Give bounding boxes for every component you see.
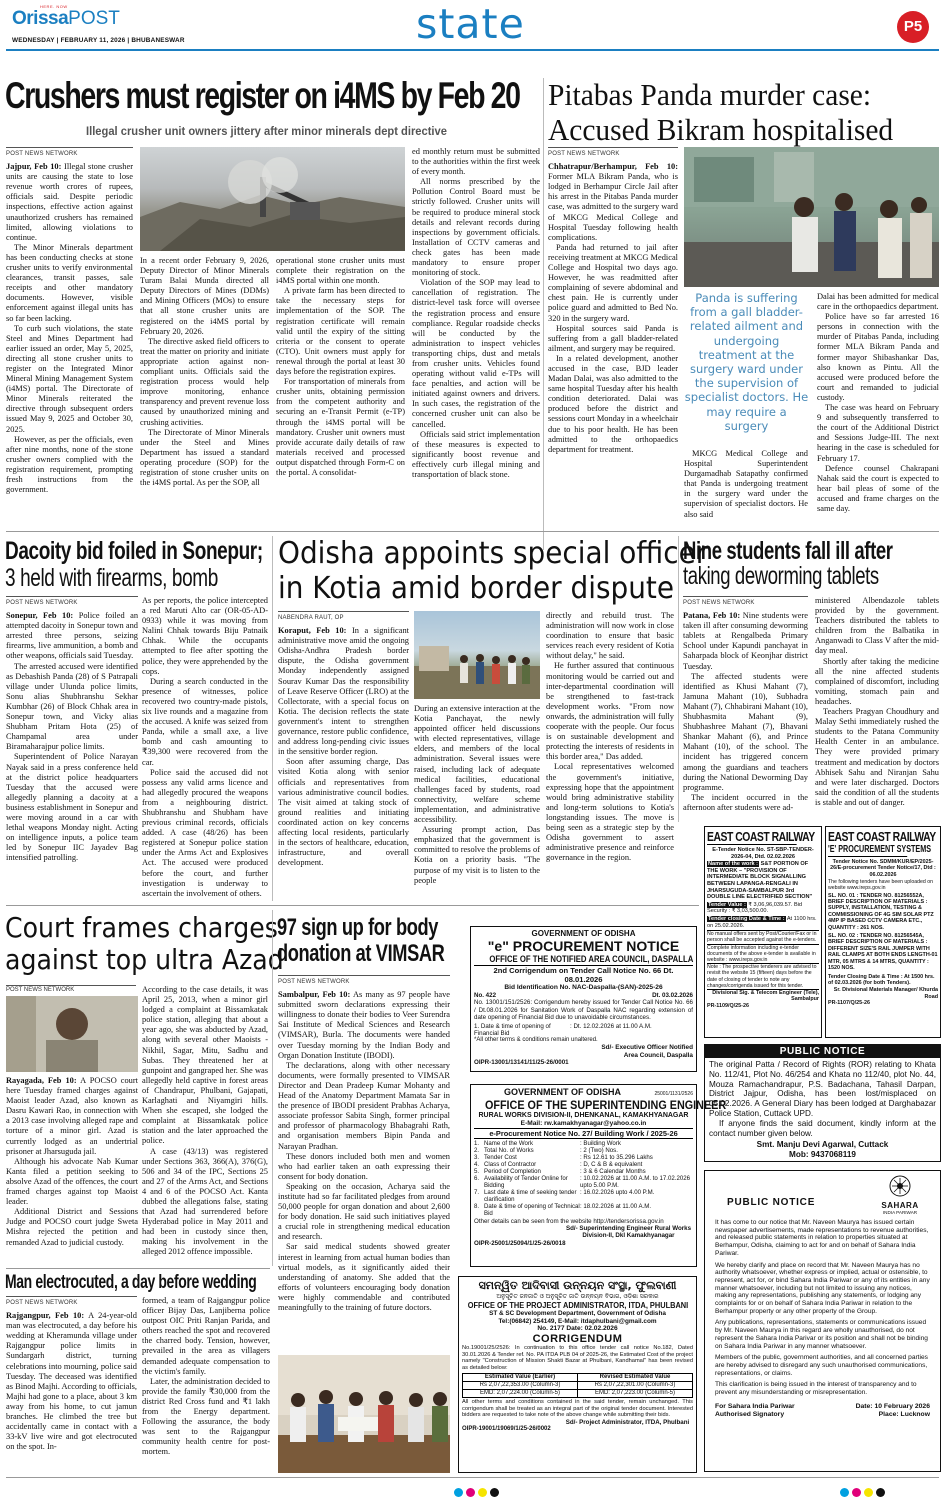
ad-value: S&T PORTION OF THE WORK – "PROVISION OF INTERMEDIATE BLOCK SIGNALLING BETWEEN LAPANGA-RENGALI IN JHARSUGUDA-SAMBALPUR 3rd DOUBLE LINE ELECTRIFIED SECTION" [707, 861, 813, 901]
registration-mark-black [876, 1488, 885, 1497]
paragraph: Police said the accused did not possess any valid arms licence and had allegedly procured the weapons from a neighbouring district. Shubhranshu and Shubham have previous criminal records, officials added. A case (48/26) has been registered at Sonepur police station under the Arms Act and Explosives Act. The accused were produced before the court, and further investigation is underway to ascertain the involvement of others. [142, 767, 268, 898]
story-dacoity-headline-line2: 3 held with firearms, bomb [5, 564, 218, 592]
ad-title: "e" PROCUREMENT NOTICE [487, 938, 680, 954]
story-dacoity-col1 [6, 596, 138, 900]
ad-gov: GOVERNMENT OF ODISHA [531, 929, 636, 938]
ad-sign-line: Authorised Signatory [715, 1411, 785, 1419]
dateline: Chhatrapur/Berhampur, Feb 10: [548, 162, 678, 172]
paragraph: These donors included both men and women who had earlier taken an oath expressing their consent for body donation. [278, 1151, 450, 1181]
ad-title-odia: ସମନ୍ୱିତ ଆଦିବାସୀ ଉନ୍ନୟନ ସଂସ୍ଥା, ଫୁଲବାଣୀ [478, 1279, 677, 1292]
story-panda-col3 [817, 292, 939, 551]
paragraph: As many as 97 people have submitted sworn declarations expressing their willingness to donate their bodies to Veer Surendra Sai Institute of Medical Sciences and Research (VIMSAR), Burla. The documents were handed over Tuesday morning by the Indian Body and Organ Donation Institute (IBODI). [278, 990, 450, 1060]
ad-body2: If anyone finds the said document, kindly inform at the contact number given below. [709, 1118, 936, 1138]
story-electrocuted-col2 [142, 1296, 270, 1474]
ad-tender-desc: BRIEF DESCRIPTION OF MATERIALS : SUPPLY, INSTALLATION, TESTING & COMMISSIONING OF 4G SIM SOLAR PTZ 4MP IP BASED CCTV CAMERA ETC., QUANTITY : 261 NOS. [828, 899, 934, 931]
ad-mobile: Mob: 9437068119 [789, 1150, 856, 1160]
ad-row [474, 1154, 693, 1161]
paragraph: directly and rebuild trust. The administration will now work in close coordination to ensure that basic services reach every resident of Kotia without delay," he said. [546, 611, 674, 661]
pull-quote-text: Panda is suffering from a gall bladder-related ailment and undergoing treatment at the surgery ward under the supervision of specialist doctors. He may require a surgery [684, 291, 809, 433]
ad-no: No. 2177 Date: 02.02.2026 [537, 1325, 618, 1333]
story-crushers-col2 [140, 256, 269, 551]
paragraph: Superintendent of Police Narayan Nayak said in a press conference held at the district police headquarters Tuesday that the accused were allegedly planning a dacoity at a business establishment in Sonepur and were moving around in a car with lethal weapons Monday night. Acting on intelligence inputs, a police team led by Sonepur IIC Jayadev Bag intensified patrolling. [6, 752, 138, 863]
ad-row-n: 3. [474, 1154, 480, 1161]
ad-signatory: Sd/- Project Administrator, ITDA, Phulbani [565, 1418, 690, 1426]
paragraph: Although his advocate Nab Kumar Kanta filed a petition seeking to absolve Azad of the offences, the court framed charges against top Maoist leader. [6, 1156, 138, 1207]
story-crushers-subhead: Illegal crusher unit owners jittery after minor minerals dept directive [86, 124, 447, 138]
ad-row-value: : Rs 12.61 to 35.296 Lakhs [580, 1154, 653, 1161]
sahara-logo-sub: INDIA PARIWAR [882, 1210, 918, 1215]
story-crushers-col1 [6, 147, 133, 551]
byline: POST NEWS NETWORK [6, 1296, 137, 1308]
paragraph: The case was heard on February 9 and subsequently transferred to the court of the Additional District and Sessions Judge-III. The next hearing in the case is scheduled for February 17. [817, 403, 939, 463]
ad-subtitle: 'E' PROCUREMENT SYSTEMS [828, 844, 932, 855]
ad-row-n: 1. [474, 1140, 480, 1147]
paragraph: It has come to our notice that Mr. Naveen Maurya has issued certain newspaper advertisements, made representations to revenue authorities, and released public statements in relation to properties situated at Berhampur, Odisha, claiming to act for and on behalf of Sahara India Pariwar. [715, 1219, 929, 1257]
story-electrocuted-col1 [6, 1296, 137, 1474]
ad-signatory: Divisional Sig. & Telecom Engineer (Tele), Sambalpur [707, 989, 819, 1003]
paragraph: For transportation of minerals from crusher units, obtaining permission from the competent authority and securing an e-Transit Permit (e-TP) through the i4MS portal will be mandatory. Crusher unit owners must provide accurate daily details of raw materials received and processed output dispatched through Form-C on the portal. A consolidat- [276, 377, 405, 477]
paragraph: The affected students were identified as Khusi Mahant (7), Jamuna Mahant (10), Subhadra Mahant (7), Chhabirani Mahant (10), Shubhasmita Mahant (9), Shubhashree Mahant (7), Bhavani Shankar Mahant (6), and Prince Mahant (10), of the school. The incident has triggered concern among the guardians and teachers during the National Deworming Day programme. [683, 671, 808, 792]
ad-bid: Bid Identification No. NAC-Daspalla-(SAN)-2025-26 [504, 984, 663, 991]
paragraph: Defence counsel Chakrapani Nahak said the court is expected to hear bail pleas of some of the accused and frame charges on the same day. [817, 463, 939, 513]
story-azad-headline-line1: Court frames charges [5, 911, 278, 944]
ad-sahara-notice [704, 1170, 941, 1472]
logo-text-post: POST [68, 8, 120, 29]
paragraph: The Directorate of Minor Minerals under the Steel and Mines Department has issued a standard operating procedure (SOP) for the registration of stone crusher units on the i4MS portal. As per the SOP, all [140, 427, 269, 488]
pull-quote [684, 291, 809, 437]
ad-row-label: Date & time of opening of Technical Bid [484, 1203, 580, 1217]
kotia-visit-photo [414, 611, 540, 699]
paragraph: Panda had returned to jail after receiving treatment at MKCG Medical College and Hospital two days ago. However, he was readmitted after complaining of severe abdominal and chest pain. He is currently under police guard and admitted to Bed No. 320 in the surgery ward. [548, 242, 678, 323]
ad-body: No. 13001/151/2526: Corrigendum hereby issued for Tender Call Notice No. 66 / Dt.08.01.2026 for Sanitation Work of Daspalla NAC regarding extension of date opening of Financial Bid due to unavoidable circumstances. [474, 999, 693, 1021]
ad-east-coast-railway-sambalpur [704, 826, 822, 1038]
table-row [463, 1381, 693, 1389]
ad-gov: GOVERNMENT OF ODISHA [504, 1087, 622, 1097]
ad-row-n: 8. [474, 1203, 480, 1210]
byline: POST NEWS NETWORK [278, 975, 450, 987]
ad-circle: RURAL WORKS DIVISION-II, DHENKANAL, KAMAKHYANAGAR [478, 1112, 689, 1120]
paragraph: Former MLA Bikram Panda, who is lodged in Berhampur Circle Jail after his arrest in the Pitabas Panda murder case, was admitted to the surgery ward of MKCG Medical College and Hospital Tuesday following health complications. [548, 172, 678, 242]
dateline: Sambalpur, Feb 10: [278, 990, 351, 1000]
paragraph: Local representatives welcomed the government's initiative, expressing hope that the appointment would bring administrative stability and long-term solutions to Kotia's longstanding issues. The move is being seen as a strategic step by the Odisha government to assert administrative presence and reinforce governance in the region. [546, 762, 674, 863]
registration-marks-left [452, 1484, 500, 1502]
byline: POST NEWS NETWORK [6, 147, 133, 159]
story-dacoity-col2 [142, 596, 268, 900]
ad-row-n: 6. [474, 1175, 480, 1182]
registration-mark-cyan [454, 1488, 463, 1497]
ad-row-n: 2. [474, 1147, 480, 1154]
crusher-photo-drawing [140, 147, 405, 251]
paragraph: Violation of the SOP may lead to cancellation of registration. The district-level task force will oversee the registration process and ensure compliance. Regular roadside checks will be conducted by the administration to inspect vehicles transporting chips, dust and metals from crusher units. Vehicles found operating without valid e-TPs will face penalties, and action will be initiated against owners and drivers. In such cases, the registration of the concerned crusher unit can also be cancelled. [412, 278, 540, 429]
byline: NABENDRA RAUT, OP [278, 611, 409, 623]
ad-row [474, 1175, 693, 1189]
section-rule [6, 531, 939, 532]
paragraph: In a recent order February 9, 2026, Deputy Director of Minor Minerals Turam Balai Munda directed all Deputy Directors of Mines (DDMs) and Mining Officers (MOs) to ensure that all stone crusher units are registered on the i4MS portal by February 20, 2026. [140, 256, 269, 336]
paragraph: MKCG Medical College and Hospital Superintendent Durgamadhab Satapathy confirmed that Panda is undergoing treatment in the surgery ward under the supervision of specialist doctors. He also said [684, 449, 808, 519]
paragraph: To curb such violations, the state Steel and Mines Department had earlier issued an order, May 5, 2025, directing all stone crusher units to register on the Integrated Minor Mineral Mining Management System (i4MS) portal. The Directorate of Minor Minerals reiterated the directive through subsequent orders issued May 9, 2025 and October 30, 2025. [6, 323, 133, 434]
ad-code: OIPR-19001/19069/1/25-26/0002 [462, 1426, 551, 1433]
ad-row-n: 4. [474, 1161, 480, 1168]
ad-date: Date: 10 February 2026 [855, 1402, 930, 1410]
dateline: Rayagada, Feb 10: [6, 1076, 77, 1085]
paragraph: operational stone crusher units must complete their registration on the i4MS portal within one month. [276, 256, 405, 286]
paragraph: In a related development, another accused in the case, BJD leader Madan Dalai, was also admitted to the same hospital Tuesday after his health condition deteriorated. Dalai was produced before the district and sessions court Monday in a wheelchair due to his poor health. He has been admitted to the orthopaedics department for treatment. [548, 353, 679, 454]
ad-row-label: Total No. of Works [484, 1147, 534, 1154]
ad-corrigendum: 2nd Corrigendum on Tender Call Notice No. 66 Dt. 08.01.2026 [474, 965, 693, 984]
story-crushers-col3 [276, 256, 405, 551]
byline: POST NEWS NETWORK [548, 147, 678, 159]
paragraph: The directive asked field officers to treat the matter on priority and initiate appropriate action against non-compliant units. Officials said the registration process would help improve monitoring, enhance transparency and prevent revenue loss caused by unauthorized mining and crushing activities. [140, 336, 269, 427]
table-cell: EMD: 2,07,223.00 (Column-5) [578, 1389, 693, 1397]
crusher-unit-photo [140, 147, 405, 251]
dateline: Sonepur, Feb 10: [6, 611, 74, 621]
ad-other: Other details can be seen from the website http://tendersorissa.gov.in [474, 1218, 664, 1225]
registration-mark-black [490, 1488, 499, 1497]
ad-row-value: : 3 & 6 Calendar Months [580, 1168, 646, 1175]
story-deworm-headline-line1: Nine students fall ill after [683, 537, 893, 565]
masthead-dateline: WEDNESDAY | FEBRUARY 11, 2026 | BHUBANESWAR [12, 37, 185, 44]
ad-row [474, 1168, 693, 1175]
azad-photo-drawing [6, 996, 138, 1072]
story-panda-headline-line2: Accused Bikram hospitalised [548, 112, 894, 147]
vimsar-donation-photo [278, 1355, 450, 1473]
azad-portrait-photo [6, 996, 138, 1072]
story-crushers-headline: Crushers must register on i4MS by Feb 20 [5, 75, 520, 116]
ad-ref: 25001/1131/2526 [654, 1091, 693, 1097]
ad-sub-odia: ଅନୁସୂଚିତ ଜନଜାତି ଓ ଅନୁସୂଚିତ ଜାତି ଉନ୍ନୟନ ବିଭାଗ, ଓଡ଼ିଶା ସରକାର [496, 1293, 659, 1300]
story-deworm-col1 [683, 596, 808, 818]
ad-signatory: Sd/- Superintending Engineer Rural Works Division-II, Dkl Kamakhyanagar [565, 1225, 692, 1240]
ad-title: EAST COAST RAILWAY [707, 829, 815, 844]
paragraph: Hospital sources said Panda is suffering from a gall bladder-related ailment, and surgery may be required. [548, 323, 678, 353]
registration-mark-cyan [840, 1488, 849, 1497]
ad-label: Name of the work : [708, 861, 759, 868]
section-rule [6, 1268, 270, 1269]
ad-intro: The following tenders have been uploaded on website www.ireps.gov.in [828, 879, 933, 892]
ad-row [474, 1203, 693, 1217]
registration-marks-right [838, 1484, 886, 1502]
paragraph: ministered Albendazole tablets provided by the government. Teachers distributed the tablets to children from the Balbatika in Anganwadi to Class V after the mid-day meal. [815, 596, 939, 656]
paragraph: According to the case details, it was April 25, 2013, when a minor girl lodged a complaint at Bissamkatak police station, alleging that about a year ago, she was abducted by Azad, along with several other Maoists - Nikhil, Sagar, Mitu, Sadhu and Subas. They threatened her at gunpoint and gangraped her. She was allegedly held captive in forest areas of Chandrapur, Phulbani, Gajapati, Karlaghati and Niyamgiri hills. When she escaped, she lodged the complaint at Bissamkatak police station and the later approached the police. [142, 985, 268, 1146]
story-crushers-col4 [412, 147, 540, 551]
table-header: Revised Estimated Value [578, 1373, 693, 1381]
ad-row-label: Last date & time of seeking tender clarification [484, 1189, 577, 1203]
column-rule [272, 536, 273, 901]
story-deworm-col2 [815, 596, 939, 818]
paragraph: Shortly after taking the medicine all the nine affected students complained of discomfort, including vomiting, stomach pain and headaches. [815, 656, 939, 706]
ad-letter-no: No. 422 [474, 992, 497, 999]
paragraph: Soon after assuming charge, Das visited Kotia along with senior officials and representatives from various administrative council bodies. The visit aimed at taking stock of ground realities and initiating coordinated action on key concerns affecting local residents, particularly in the sectors of healthcare, education, infrastructure, and overall development. [278, 757, 409, 868]
ad-letter-date: Dt. 03.02.2026 [652, 992, 693, 999]
paragraph: Additional District and Sessions Judge and POCSO court judge Sweta Mishra rejected the petition and remanded Azad to judicial custody. [6, 1207, 138, 1247]
byline: POST NEWS NETWORK [683, 596, 808, 608]
dateline: Koraput, Feb 10: [278, 626, 347, 636]
registration-mark-yellow [478, 1488, 487, 1497]
ad-other: *All other terms & conditions remain unaltered. [474, 1037, 598, 1044]
ad-title: EAST COAST RAILWAY [828, 829, 936, 844]
ad-notice: Tender Notice No. SDMM/KUR/EP/2025-26/E-procurement Tender Notice/17, Dtd : 06.02.2026 [830, 859, 936, 878]
ad-row [474, 1140, 693, 1147]
paragraph: Any publications, representations, statements or communications issued by Mr. Naveen Maurya in this regard are wholly unauthorised, do not represent the Sahara India Parivar or its position and shall not be binding on Sahara India Pariwar in any manner whatsoever. [715, 1319, 928, 1350]
ad-corrigendum: CORRIGENDUM [532, 1332, 623, 1345]
sahara-emblem-icon [889, 1175, 911, 1197]
paragraph: Illegal stone crusher units are causing the state to lose revenue worth crores of rupees, officials said. Despite periodic inspections, effective action against unauthorized crushers has remained limited, allowing violations to continue. [6, 162, 134, 242]
paragraph: The Minor Minerals department has been conducting checks at stone crusher units to verify environmental clearances, transit passes, sale receipts and other mandatory documents. However, visible enforcement against illegal units has so far been lacking. [6, 242, 133, 323]
ad-row [474, 1189, 693, 1203]
table-cell: EMD: 2,07,224.00 (Column-5) [463, 1389, 578, 1397]
dateline: Rajgangpur, Feb 10: [6, 1311, 85, 1321]
ad-title: OFFICE OF THE PROJECT ADMINISTRATOR, ITDA, PHULBANI [467, 1301, 689, 1310]
ad-office: OFFICE OF THE NOTIFIED AREA COUNCIL, DASPALLA [489, 954, 694, 964]
story-azad-col1 [6, 1076, 138, 1260]
paragraph: As per reports, the police intercepted a red Maruti Alto car (OR-05-AD-0933) while it was moving from Nalini Chhak towards Biju Patnaik Chhak. While the occupants attempted to flee after spotting the police, they were apprehended by the cops. [142, 596, 268, 676]
paragraph: A case (43/13) was registered under Sections 363, 366(A), 376(G), 506 and 34 of the IPC, Sections 25 and 27 of the Arms Act, and Sections 4 and 6 of the POCSO Act. Kanta dubbed the allegations false, stating that Azad had surrendered before Hyderabad police in May 2011 and had been in custody since then, making his involvement in the alleged 2012 offence impossible. [142, 1146, 268, 1257]
paragraph: Officials said strict implementation of these measures is expected to significantly boost revenue and effectively curb illegal mining and transportation of black stone. [412, 429, 540, 479]
ad-title: OFFICE OF THE SUPERINTENDING ENGINEER [484, 1098, 727, 1113]
registration-mark-magenta [852, 1488, 861, 1497]
ad-note: No manual offers sent by Post/Courier/Fax or in person shall be accepted against the e-tenders. [707, 930, 819, 943]
ad-sign-line: For Sahara India Pariwar [715, 1402, 795, 1410]
paragraph: Police foiled an attempted dacoity in Sonepur town and arrested three persons, seizing firearms, live ammunition, a bomb and other weapons, officials said Tuesday. [6, 611, 139, 661]
masthead [0, 0, 945, 52]
paragraph: Speaking on the occasion, Acharya said the institute had so far facilitated pledges from around 50,000 people for organ donation and about 2,600 for body donation. He said such initiatives played a crucial role in strengthening medical education and research. [278, 1181, 450, 1242]
paragraph: He further assured that continuous monitoring would be carried out and inter-departmental coordination will be strengthened to fast-track development works. "From now onwards, the administration will fully cooperate with the people. Our focus is on sustainable development and protecting the interests of residents in this border area," Das added. [546, 661, 674, 762]
registration-mark-yellow [864, 1488, 873, 1497]
hospital-photo-drawing [684, 147, 939, 287]
ad-itda-phulbani [458, 1276, 697, 1473]
section-rule [6, 905, 699, 906]
logo-small-text: HERE. NOW [40, 4, 68, 9]
ad-row [474, 1147, 693, 1154]
paragraph: Members of the public, government authorities, and all concerned parties are hereby advised to disregard any such unauthorised communications, representations, or claims. [715, 1354, 928, 1377]
paragraph: ed monthly return must be submitted to the authorities within the first week of every month. [412, 147, 540, 177]
hospital-ward-photo [684, 147, 939, 287]
ad-dhenkanal-rural-works [470, 1084, 727, 1267]
ad-title: PUBLIC NOTICE [727, 1197, 816, 1208]
story-vimsar-headline-line2: donation at VIMSAR [277, 940, 445, 967]
table-row [463, 1389, 693, 1397]
story-azad-col2 [142, 985, 268, 1260]
ad-note: Note : The prospective tenderers are advised to revisit the website 15 (fifteen) days before the date of closing of tender to note any changes/corrigenda issued for this tender. [707, 963, 819, 989]
ad-note: All other terms and conditions contained in the said tender, remain unchanged. This corrigendum shall be treated as an integral part of the original tender document. Interested bidders are requested to take note of the above change while submitting their bids. [462, 1398, 693, 1419]
paragraph: Assuring prompt action, Das emphasized that the government is committed to resolve the problems of Kotia on a priority basis. "The purpose of my visit is to listen to the people [414, 825, 540, 885]
story-electrocuted-headline: Man electrocuted, a day before wedding [5, 1272, 257, 1293]
ad-dept: ST & SC Development Department, Government of Odisha [489, 1310, 666, 1317]
ad-value: At 1100 hrs. on 25.02.2026. [707, 915, 817, 929]
ad-notice: e-Procurement Notice No. 27/ Building Work / 2025-26 [474, 1128, 693, 1139]
paragraph: During an extensive interaction at the Kotia Panchayat, the newly appointed officer held discussions with elected representatives, village elders, and members of the local administration. Several issues were raised, including lack of adequate medical facilities, educational challenges faced by students, road connectivity, welfare scheme implementation, and administrative accessibility. [414, 704, 540, 825]
paragraph: formed, a team of Rajgangpur police officer Bijay Das, Lanjiberna police outpost OIC Priti Ranjan Parida, and others reached the spot and recovered the charred body. Tension, however, prevailed in the area as villagers demanded adequate compensation to the victim's family. [142, 1296, 270, 1376]
ad-row-value: : 2 (Two) Nos. [580, 1147, 618, 1154]
story-vimsar-col1 [278, 975, 450, 1350]
ad-code: OIPR-25001/25094/1/25-26/0018 [474, 1239, 566, 1247]
ad-tender-no: SL. NO. 02 : TENDER NO. 81256545A, [828, 933, 924, 940]
table-header: Estimated Value (Earlier) [463, 1373, 578, 1381]
kotia-photo-drawing [414, 611, 540, 699]
ad-label: Tender closing Date & Time : [708, 915, 785, 922]
paragraph: The incident occurred in the afternoon after students were ad- [683, 792, 808, 812]
story-kotia-headline-line2: in Kotia amid border dispute [278, 571, 675, 606]
column-rule [543, 78, 544, 550]
paragraph: Nine students were taken ill after consuming deworming tablets at Rengalbeda Primary School under Kapundi panchayat in Saharpada block of Keonjhar district Tuesday. [683, 611, 808, 671]
ad-signatory: Smt. Manju Devi Agarwal, Cuttack [756, 1140, 889, 1150]
ad-body: The original Patta / Record of Rights (ROR) relating to Khata No. 112/41, Plot No. 46/254 and Khata no 112/40, plot No. 44, Mouza Ramachandrapur, P.S. Badachana, Tahasil Darpan, District Jajpur, Odisha, has been lost/misplaced on 05.02.2026. A General Diary has been lodged at Darghabazar Police Station, Cuttack UPD. [709, 1060, 936, 1118]
ad-row-label: Class of Contractor [484, 1161, 537, 1168]
ad-row-label: Tender Cost [484, 1154, 517, 1161]
ad-email: E-Mail: rw.kamakhyanagar@yahoo.co.in [520, 1120, 647, 1128]
paragraph: During a search conducted in the presence of witnesses, police recovered two country-made pistols, six live rounds and a magazine from the accused. A knife was seized from Panda, while a small axe, a live bomb and cash amounting to ₹39,300 were recovered from the car. [142, 676, 268, 767]
ad-label: Tender Value : [708, 901, 746, 908]
ad-contact: Tel:(06842) 254149, E-Mail: itdaphulbani@gmail.com [498, 1317, 657, 1325]
column-rule [272, 910, 273, 1266]
table-cell: Rs 2,07,22,353.00 (Column-3) [463, 1381, 578, 1389]
ad-row-label: 1. Date & time of opening of Financial Bid [474, 1023, 551, 1038]
paragraph: The arrested accused were identified as Debashish Panda (28) of S Patrapali village under Ulunda police limits, Sonu alias Shubhranshu Sekhar Kumbhar (26) of Block Chhak area in Sonepur town, and Vicky alias Shubham Pritam Hota (25) of Champamal area under Biramaharajpur police limits. [6, 661, 138, 752]
story-azad-headline-line2: against top ultra Azad [5, 943, 284, 976]
ad-tender-no: SL. NO. 01 : TENDER NO. 81256552A, [828, 892, 924, 899]
ad-public-notice-cuttack [704, 1044, 941, 1162]
story-panda-headline-line1: Pitabas Panda murder case: [548, 77, 872, 112]
story-vimsar-headline-line1: 97 sign up for body [277, 914, 439, 941]
ad-row-value: : D, C & B & equivalent [580, 1161, 643, 1168]
ad-closing: Tender Closing Date & Time : At 1500 hrs. of 02.03.2026 (for both Tenders). [828, 973, 935, 986]
byline: POST NEWS NETWORK [6, 985, 136, 993]
ad-title: PUBLIC NOTICE [705, 1045, 940, 1058]
ad-row-n: 7. [474, 1189, 480, 1196]
ad-east-coast-railway-khurda [825, 826, 941, 1038]
ad-row-label: Name of the Work [484, 1140, 533, 1147]
story-deworm-headline-line2: taking deworming tablets [683, 562, 879, 590]
paragraph: In a significant administrative move amid the ongoing Odisha-Andhra Pradesh border dispute, the Odisha government Monday independently assigned Sourav Kumar Das the responsibility of Leave Reserve Officer (LRO) at the Collectorate, with a special focus on Kotia. The decision reflects the state government's intent to strengthen governance, restore public confidence, and address long-pending civic issues in the sensitive border region. [278, 626, 410, 757]
masthead-logo [12, 4, 120, 30]
dateline: Patana, Feb 10: [683, 611, 741, 621]
paragraph: Sar said medical students showed greater interest in learning from actual human bodies than virtual models, as it significantly aided their understanding of anatomy. She added that the efforts of volunteers encouraging body donation were highly commendable and contributed meaningfully to the training of future doctors. [278, 1242, 450, 1312]
story-kotia-col1 [278, 611, 409, 901]
sahara-logo-text: SAHARA [881, 1201, 919, 1210]
paragraph: Police have so far arrested 16 persons in connection with the murder of Pitabas Panda, including former MLA Bikram Panda and former mayor Shibashankar Das, also known as Pintu. All the accused were produced before the court and remanded to judicial custody. [817, 312, 939, 402]
ad-signatory: Sr. Divisional Materials Manager/ Khurda Road [833, 987, 938, 1000]
paragraph: The declarations, along with other necessary documents, were formally presented to VIMSAR Director and Dean Pradeep Kumar Mohanty and Head of the Anatomy Department Mamata Sar in the presence of IBODI president Prabhas Acharya, associate professor Sabita Singh, former principal and professor of pharmacology Bhabagrahi Rath, and organisation members Bipin Panda and Narayan Pradhan. [278, 1060, 450, 1151]
ad-revision-table [462, 1373, 693, 1398]
ad-tender-desc: BRIEF DESCRIPTION OF MATERIALS : DIFFERENT SIZE'S RAIL JUMPER WITH RAIL CLAMPS AT BOTH ENDS LENGTH-01 MTR, 05 MTRS & 14 MTRS, QUANTITY : 1520 NOS. [828, 939, 938, 972]
paragraph: A POCSO court here Tuesday framed charges against Maoist leader Azad, also known as Dasru Kawari Rao, in connection with a 2013 case involving alleged rape and torture of a minor girl. Azad is currently lodged as an undertrial prisoner at Jharsuguda jail. [6, 1076, 138, 1156]
page-number-badge [897, 11, 929, 43]
ad-notice: E-Tender Notice No. ST-SBP-TENDER-2026-04, Dtd. 02.02.2026 [712, 847, 814, 860]
ad-note: Complete information including e-tender documents of the above e-tender is available in website : www.ireps.gov.in [707, 944, 819, 964]
story-kotia-col3 [546, 611, 674, 901]
ad-row-value: : Dt. 12.02.2026 at 11.00 A.M. [570, 1023, 652, 1031]
ad-code: PR-1109/Q/25-26 [707, 1002, 749, 1009]
paragraph: A private farm has been directed to take the necessary steps for implementation of the SOP. The registration certificate will remain valid until the expiry of the sitting criteria or the consent to operate (CTO). Unit owners must apply for renewal through the portal at least 30 days before the registration expires. [276, 286, 405, 377]
story-dacoity-headline-line1: Dacoity bid foiled in Sonepur; [5, 537, 263, 565]
paragraph: We hereby clarify and place on record that Mr. Naveen Maurya has no authority whatsoever, whether express or implied, actual or ostensible, to represent, act for, or bind Sahara India Pariwar or any of its entities in any manner whatsoever, including but not limited to issuing any notices, making any representations, publishing any statements, or lodging any complaints for or on behalf of Sahara India Pariwar in relation to the Berhampur property or any other property of the Group. [715, 1261, 930, 1315]
ad-row-value: : Building Work [580, 1140, 621, 1147]
paragraph: All norms prescribed by the Pollution Control Board must be strictly followed. Crusher units will be required to produce mineral stock details and relevant records during inspections by government officials. Installation of CCTV cameras and check gates has been made mandatory to ensure proper monitoring of stock. [412, 177, 540, 278]
ad-code: PR-1107/Q/25-26 [828, 1000, 870, 1007]
ad-row-value: : 18.02.2026 at 11.00 A.M. [580, 1203, 652, 1210]
paragraph: Teachers Pragyan Choudhury and Malay Sethi immediately rushed the students to the Patana Community Health Center in an ambulance. They were provided primary treatment and medication by doctors Abhisek Sahu and Niranjan Sahu and were later discharged. Doctors said the condition of all the students is stable and out of danger. [815, 707, 939, 807]
column-rule [678, 536, 679, 822]
section-title: state [416, 0, 525, 48]
paragraph: However, as per the officials, even after nine months, none of the stone crusher owners complied with the registration requirement, prompting fresh instructions from the government. [6, 434, 133, 495]
paragraph: A 24-year-old man was electrocuted, a day before his wedding at Kheramunda village under Rajgangpur police limits in Sundargarh district, turning celebrations into mourning, police said Tuesday. The deceased was identified as Binod Majhi. According to officials, Majhi had gone to a place, about 3 km away from his home, to cut jamun branches. He climbed the tree but accidentally came in contact with a 33-kV live wire and got electrocuted on the spot. In- [6, 1311, 137, 1452]
story-kotia-headline-line1: Odisha appoints special officer [278, 536, 708, 571]
ad-row-value: : 16.02.2026 upto 4.00 P.M. [580, 1189, 655, 1196]
paragraph: This clarification is being issued in the interest of transparency and to prevent any misunderstanding or misrepresentation. [715, 1381, 917, 1397]
ad-row-label: Availability of Tender Online for Bidding [484, 1175, 568, 1189]
masthead-rule [6, 49, 939, 51]
story-panda-col1 [548, 147, 678, 551]
dateline: Jajpur, Feb 10: [6, 162, 62, 172]
ad-row-label: Period of Completion [484, 1168, 541, 1175]
ad-signatory: Sd/- Executive Officer Notified Area Council, Daspalla [601, 1044, 693, 1059]
paragraph: Dalai has been admitted for medical care in the orthopaedics department. [817, 292, 939, 312]
ad-row-n: 5. [474, 1168, 480, 1175]
paragraph: Later, the administration decided to provide the family ₹30,000 from the district Red Cross fund and ₹1 lakh from the Energy department. Following the assurance, the body was sent to the Rajgangpur community health centre for post-mortem. [142, 1376, 270, 1457]
table-cell: Rs 2,07,22,301.00 (Column-3) [578, 1381, 693, 1389]
logo-text-orissa: Orissa [12, 8, 69, 29]
vimsar-photo-drawing [278, 1355, 450, 1473]
sahara-logo [870, 1175, 930, 1216]
ad-code: OIPR-13001/13141/11/25-26/0001 [474, 1059, 569, 1067]
footer-rule [6, 1477, 939, 1478]
ad-rows [474, 1140, 693, 1217]
registration-mark-magenta [466, 1488, 475, 1497]
story-kotia-col2 [414, 704, 540, 901]
ad-row-value: : 10.02.2026 at 11.00 A.M. to 17.02.2026 upto 5.00 P.M. [580, 1175, 690, 1189]
ad-value: ₹ 3,06,96,039.57. Bid Security : ₹ 3,03,500.00. [707, 901, 803, 915]
page-number: P5 [903, 18, 923, 35]
ad-daspalla-procurement [470, 926, 697, 1072]
ad-place: Place: Lucknow [878, 1411, 930, 1419]
ad-body: No.19001/25/2526: In continuation to this office tender call notice No.182, Dated 30.01.2026 & Tender ref. No. PA ITDA PLB 04 of 2025-26, the Estimated Cost of the project namely "Construction of Mission Shakti Bazar at Phulbani, Kandhamal" has been revised as detailed below: [462, 1344, 693, 1372]
ad-row [474, 1161, 693, 1168]
byline: POST NEWS NETWORK [6, 596, 138, 608]
